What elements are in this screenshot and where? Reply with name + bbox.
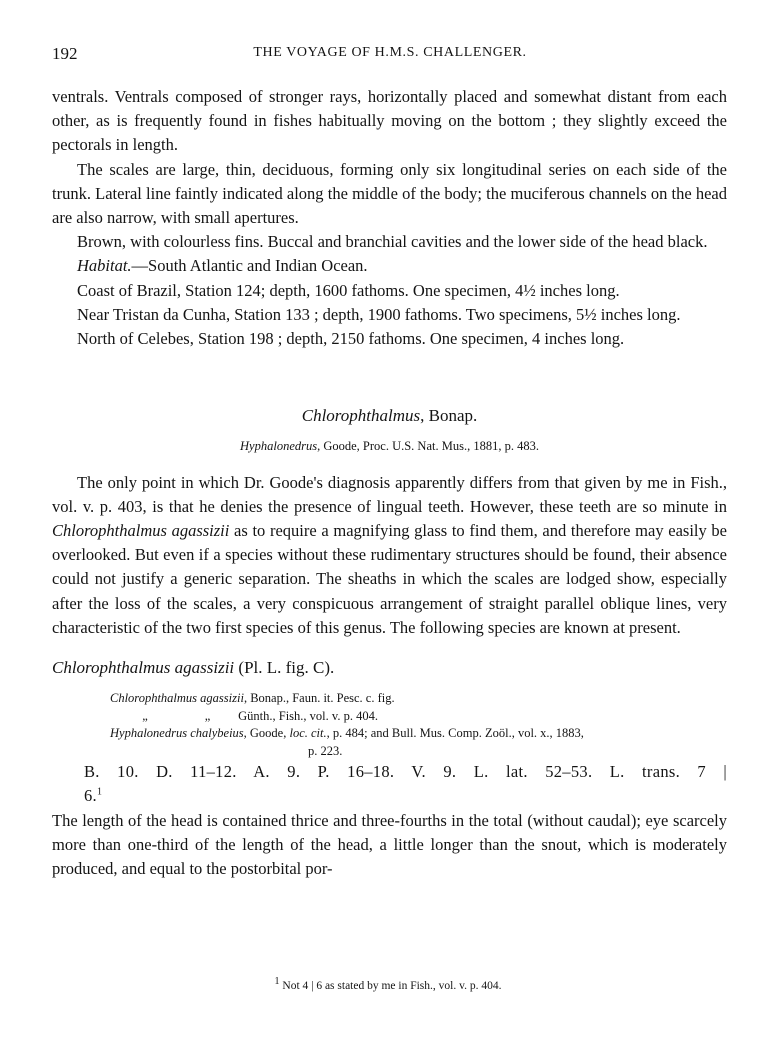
paragraph-scales: The scales are large, thin, deciduous, forming only six longitudinal series on each side of the trunk. Lateral line faintly indicated along the middle of the body; the muciferous channels on the head are also narrow, with small apertures. (52, 159, 727, 228)
paragraph-colour: Brown, with colourless fins. Buccal and branchial cavities and the lower side of the head black. (77, 232, 708, 252)
page-header (52, 40, 728, 64)
synonym-name: Hyphalonedrus chalybeius (110, 726, 244, 741)
genus-paragraph-italic: Chlorophthalmus agassizii (52, 521, 230, 541)
synonym-ref-italic: loc. cit. (289, 726, 327, 741)
ditto-mark: „ (204, 708, 211, 723)
footnote-text: Not 4 | 6 as stated by me in Fish., vol. v. p. 404. (279, 980, 502, 992)
genus-paragraph-part2: as to require a magnifying glass to find them, and therefore may easily be overlooked. But even if a species without these rudimentary structures should be found, their absence could not justify a generic separation. The sheaths in which the scales are lodged show, especially after the loss of the scales, a very conspicuous arrangement of straight parallel oblique lines, very characteristic of the two first species of this genus. The following species are known at present. (52, 521, 727, 637)
genus-paragraph (52, 471, 727, 640)
footnote (0, 976, 776, 992)
paragraph-habitat (52, 254, 727, 278)
synonym-line (110, 725, 727, 743)
synonym-line (110, 690, 727, 708)
fin-formula-text: B. 10. D. 11–12. A. 9. P. 16–18. V. 9. L. lat. 52–53. L. trans. 7 | 6. (84, 762, 727, 806)
running-head: THE VOYAGE OF H.M.S. CHALLENGER. (253, 45, 527, 60)
head-length-paragraph: The length of the head is contained thrice and three-fourths in the total (without caudal); eye scarcely more than one-third of the length of the head, a little longer than the snout, which is moderately produced, and equal to the postorbital por- (52, 810, 727, 879)
station-124: Coast of Brazil, Station 124; depth, 1600 fathoms. One specimen, 4½ inches long. (77, 280, 620, 300)
genus-paragraph-part1: The only point in which Dr. Goode's diagnosis apparently differs from that given by me in Fish., vol. v. p. 403, is that he denies the presence of lingual teeth. However, these teeth are so minute in (52, 472, 727, 516)
paragraph-ventrals: ventrals. Ventrals composed of stronger rays, horizontally placed and somewhat distant from each other, as is frequently found in fishes habitually moving on the bottom ; they slightly exceed the pectorals in length. (52, 87, 727, 155)
species-plate: (Pl. L. fig. C). (234, 658, 335, 678)
habitat-label: Habitat. (77, 256, 132, 276)
footnote-marker: 1 (96, 786, 103, 798)
footnote-number: 1 (274, 976, 280, 988)
habitat-text: —South Atlantic and Indian Ocean. (131, 256, 368, 276)
genus-synonym-ref: , Goode, Proc. U.S. Nat. Mus., 1881, p. 483. (317, 439, 539, 454)
species-name: Chlorophthalmus agassizii (52, 658, 235, 678)
genus-title (52, 404, 727, 428)
synonym-ref: Günth., Fish., vol. v. p. 404. (238, 708, 378, 723)
synonym-ref: , p. 484; and Bull. Mus. Comp. Zoöl., vol. x., 1883, (326, 726, 584, 741)
genus-name: Chlorophthalmus (301, 406, 421, 426)
section-gap (52, 351, 727, 404)
synonym-line (110, 708, 727, 726)
ditto-mark: „ (142, 708, 148, 723)
synonym-name: Chlorophthalmus agassizii (110, 691, 244, 706)
synonym-ref: , Bonap., Faun. it. Pesc. c. fig. (243, 691, 395, 706)
body-text (52, 85, 727, 881)
synonym-continuation: p. 223. (308, 743, 343, 758)
station-198: North of Celebes, Station 198 ; depth, 2150 fathoms. One specimen, 4 inches long. (77, 329, 625, 349)
station-133: Near Tristan da Cunha, Station 133 ; depth, 1900 fathoms. Two specimens, 5½ inches long. (77, 304, 681, 324)
genus-synonym-name: Hyphalonedrus (240, 439, 318, 454)
synonymy-list (110, 690, 727, 760)
genus-authority: , Bonap. (420, 406, 478, 426)
fin-formula (52, 760, 727, 808)
genus-reference (52, 434, 727, 458)
species-heading (52, 656, 727, 680)
synonym-ref: , Goode, (243, 726, 290, 741)
page-number: 192 (52, 44, 78, 63)
